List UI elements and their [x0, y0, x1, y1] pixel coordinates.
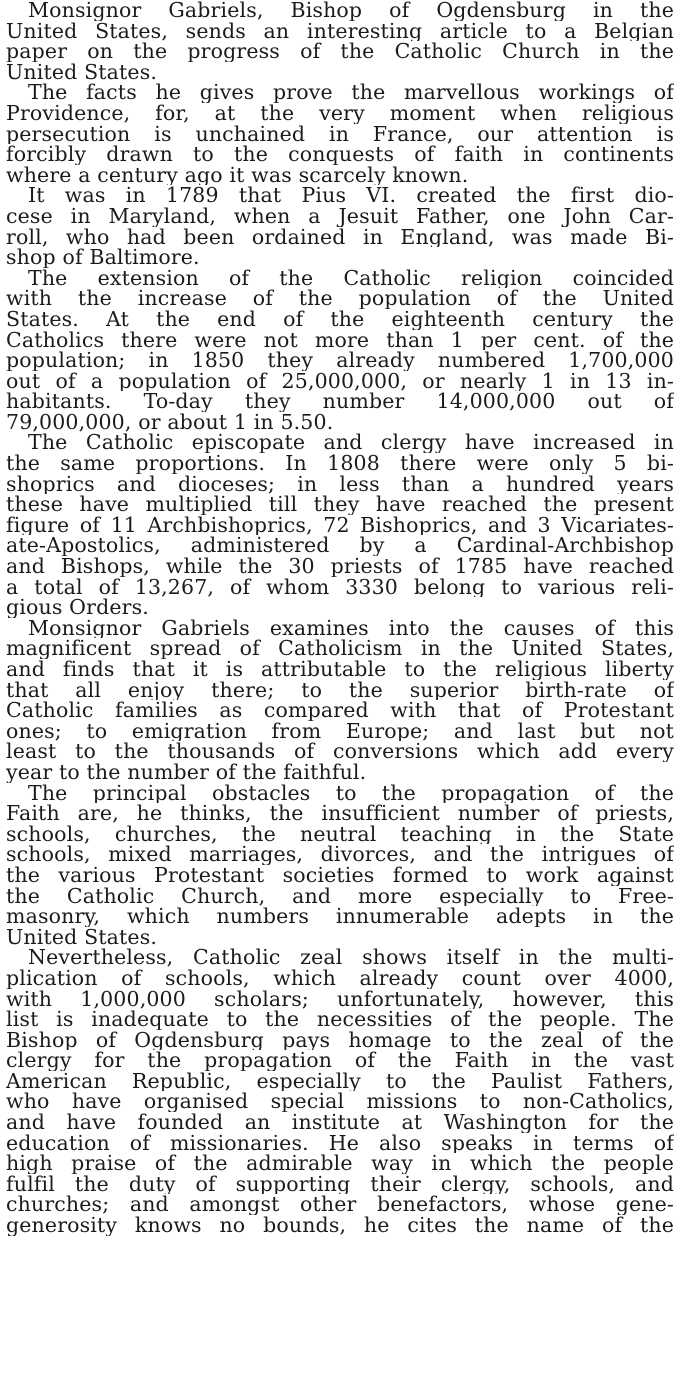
- text-line: 79,000,000, or about 1 in 5.50.: [6, 411, 334, 433]
- text-line: masonry, which numbers innumerable adepts in the: [6, 906, 674, 927]
- text-line: shoprics and dioceses; in less than a hundred years: [6, 473, 674, 495]
- text-line: these have multiplied till they have reached the present: [6, 494, 674, 515]
- text-line: It was in 1789 that Pius VI. created the first dio-: [28, 185, 674, 206]
- text-line: least to the thousands of conversions which add every: [6, 741, 674, 762]
- text-line: a total of 13,267, of whom 3330 belong to various reli-: [6, 576, 674, 598]
- paragraph-causes: [6, 618, 674, 783]
- text-line: clergy for the propagation of the Faith in the vast: [6, 1050, 674, 1071]
- text-line: year to the number of the faithful.: [6, 761, 367, 783]
- text-line: paper on the progress of the Catholic Church in the: [6, 41, 674, 62]
- text-line: the same proportions. In 1808 there were only 5 bi-: [6, 453, 674, 474]
- text-line: with 1,000,000 scholars; unfortunately, however, this: [6, 988, 674, 1010]
- text-line: who have organised special missions to non-Catholics,: [6, 1091, 674, 1113]
- text-line: Monsignor Gabriels, Bishop of Ogdensburg in the: [28, 0, 674, 21]
- text-line: American Republic, especially to the Paulist Fathers,: [6, 1070, 674, 1092]
- text-line: fulfil the duty of supporting their clergy, schools, and: [6, 1173, 674, 1195]
- text-line: with the increase of the population of the United: [6, 288, 674, 309]
- text-line: Catholics there were not more than 1 per cent. of the: [6, 329, 674, 351]
- text-line: The extension of the Catholic religion coincided: [28, 267, 674, 289]
- paragraph-episcopate: [6, 432, 674, 617]
- text-line: ate-Apostolics, administered by a Cardinal-Archbishop: [6, 535, 674, 557]
- paragraph-1789: [6, 185, 674, 267]
- text-line: Providence, for, at the very moment when religious: [6, 102, 674, 124]
- paragraph-intro: [6, 0, 674, 82]
- paragraph-providence: [6, 82, 674, 185]
- text-line: generosity knows no bounds, he cites the name of the: [6, 1215, 674, 1236]
- text-line: and have founded an institute at Washington for the: [6, 1112, 674, 1133]
- text-line: education of missionaries. He also speaks in terms of: [6, 1132, 674, 1154]
- text-line: Nevertheless, Catholic zeal shows itself in the multi-: [28, 947, 674, 968]
- text-line: figure of 11 Archbishoprics, 72 Bishoprics, and 3 Vicariates-: [6, 514, 674, 536]
- paragraph-zeal: [6, 947, 674, 1235]
- text-line: roll, who had been ordained in England, was made Bi-: [6, 226, 674, 248]
- text-line: the various Protestant societies formed to work against: [6, 864, 674, 886]
- text-line: The principal obstacles to the propagation of the: [28, 782, 674, 804]
- text-line: the Catholic Church, and more especially to Free-: [6, 885, 674, 907]
- text-line: where a century ago it was scarcely known.: [6, 164, 469, 186]
- text-line: gious Orders.: [6, 597, 149, 618]
- text-line: Bishop of Ogdensburg pays homage to the zeal of the: [6, 1029, 674, 1051]
- text-line: shop of Baltimore.: [6, 247, 200, 268]
- text-line: schools, churches, the neutral teaching in the State: [6, 823, 674, 845]
- text-line: Catholic families as compared with that of Protestant: [6, 700, 674, 721]
- text-line: persecution is unchained in France, our attention is: [6, 123, 674, 145]
- text-line: population; in 1850 they already numbered 1,700,000: [6, 350, 674, 371]
- text-line: The facts he gives prove the marvellous workings of: [28, 82, 674, 103]
- text-line: magnificent spread of Catholicism in the United States,: [6, 638, 674, 659]
- paragraph-extension: [6, 268, 674, 433]
- text-line: United States, sends an interesting article to a Belgian: [6, 20, 674, 42]
- text-line: United States.: [6, 61, 158, 83]
- text-line: Monsignor Gabriels examines into the causes of this: [28, 617, 674, 639]
- text-line: cese in Maryland, when a Jesuit Father, one John Car-: [6, 205, 674, 227]
- text-line: forcibly drawn to the conquests of faith in continents: [6, 144, 674, 165]
- paragraph-obstacles: [6, 783, 674, 948]
- text-line: Faith are, he thinks, the insufficient number of priests,: [6, 803, 674, 824]
- text-line: habitants. To-day they number 14,000,000 out of: [6, 391, 674, 412]
- text-line: high praise of the admirable way in which the people: [6, 1153, 674, 1174]
- text-line: churches; and amongst other benefactors, whose gene-: [6, 1194, 674, 1216]
- text-line: out of a population of 25,000,000, or nearly 1 in 13 in-: [6, 370, 674, 392]
- text-line: The Catholic episcopate and clergy have increased in: [28, 432, 674, 454]
- text-line: ones; to emigration from Europe; and last but not: [6, 720, 674, 742]
- text-line: schools, mixed marriages, divorces, and the intrigues of: [6, 844, 674, 865]
- text-line: and finds that it is attributable to the religious liberty: [6, 659, 674, 680]
- text-line: list is inadequate to the necessities of the people. The: [6, 1009, 674, 1030]
- text-line: United States.: [6, 926, 158, 948]
- text-line: States. At the end of the eighteenth century the: [6, 308, 674, 330]
- text-line: plication of schools, which already count over 4000,: [6, 967, 674, 989]
- text-line: and Bishops, while the 30 priests of 1785 have reached: [6, 556, 674, 577]
- text-line: that all enjoy there; to the superior birth-rate of: [6, 679, 674, 701]
